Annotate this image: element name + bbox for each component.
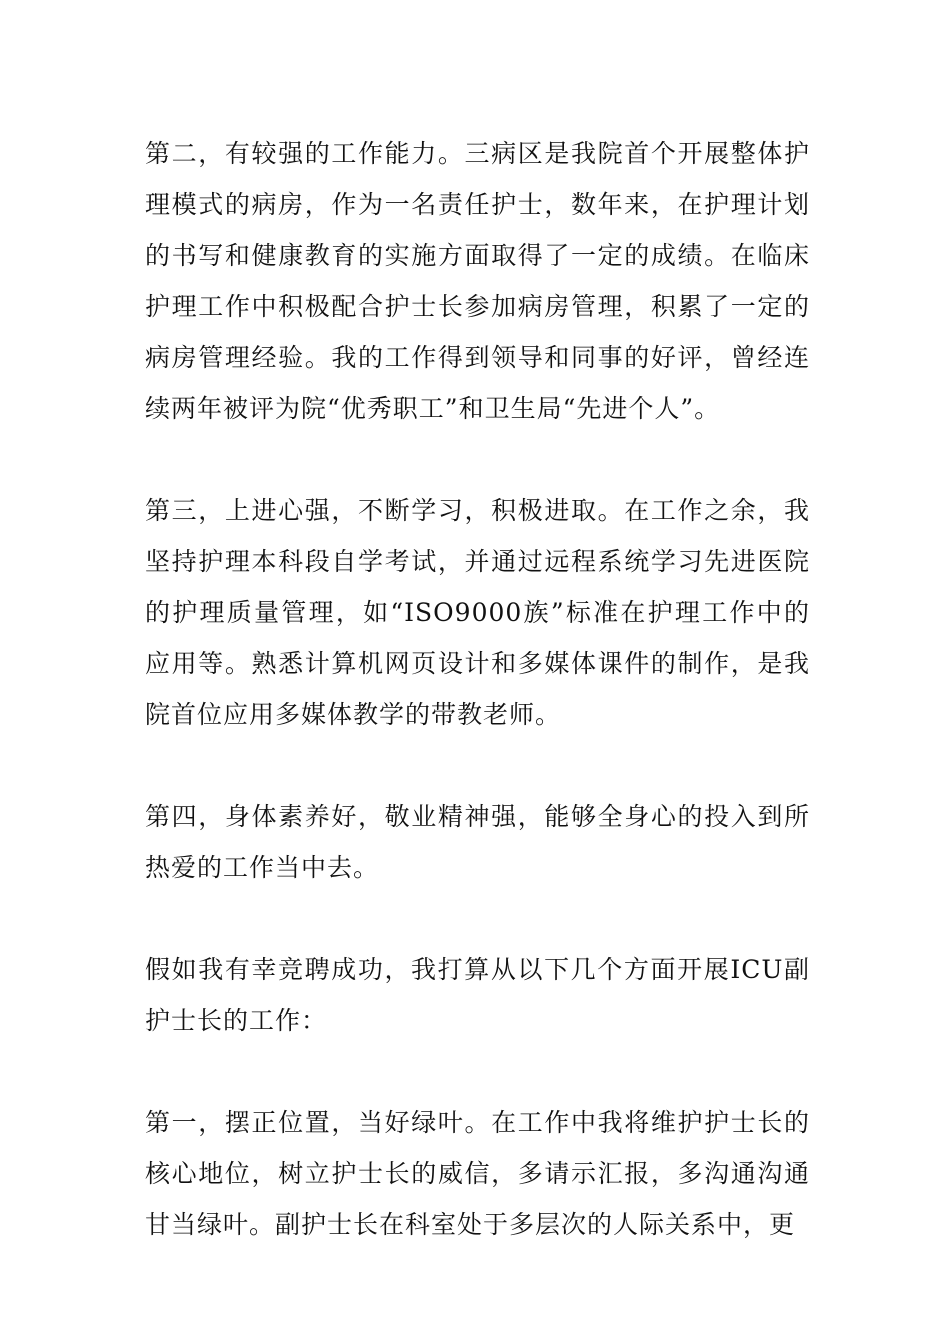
paragraph-plan-intro: 假如我有幸竞聘成功，我打算从以下几个方面开展ICU副护士长的工作： <box>145 955 810 1035</box>
paragraph-first-plan: 第一，摆正位置，当好绿叶。在工作中我将维护护士长的核心地位，树立护士长的威信，多请示汇报，多沟通沟通甘当绿叶。副护士长在科室处于多层次的人际关系中，更 <box>145 1108 810 1239</box>
paragraph-learning: 第三，上进心强，不断学习，积极进取。在工作之余，我坚持护理本科段自学考试，并通过远程系统学习先进医院的护理质量管理，如“ISO9000族”标准在护理工作中的应用等。熟悉计算机网页设计和多媒体课件的制作，是我院首位应用多媒体教学的带教老师。 <box>145 496 810 729</box>
paragraph-dedication: 第四，身体素养好，敬业精神强，能够全身心的投入到所热爱的工作当中去。 <box>145 802 810 882</box>
document-body <box>145 128 810 1301</box>
paragraph-work-ability: 第二，有较强的工作能力。三病区是我院首个开展整体护理模式的病房，作为一名责任护士，数年来，在护理计划的书写和健康教育的实施方面取得了一定的成绩。在临床护理工作中积极配合护士长参加病房管理，积累了一定的病房管理经验。我的工作得到领导和同事的好评，曾经连续两年被评为院“优秀职工”和卫生局“先进个人”。 <box>145 139 810 423</box>
